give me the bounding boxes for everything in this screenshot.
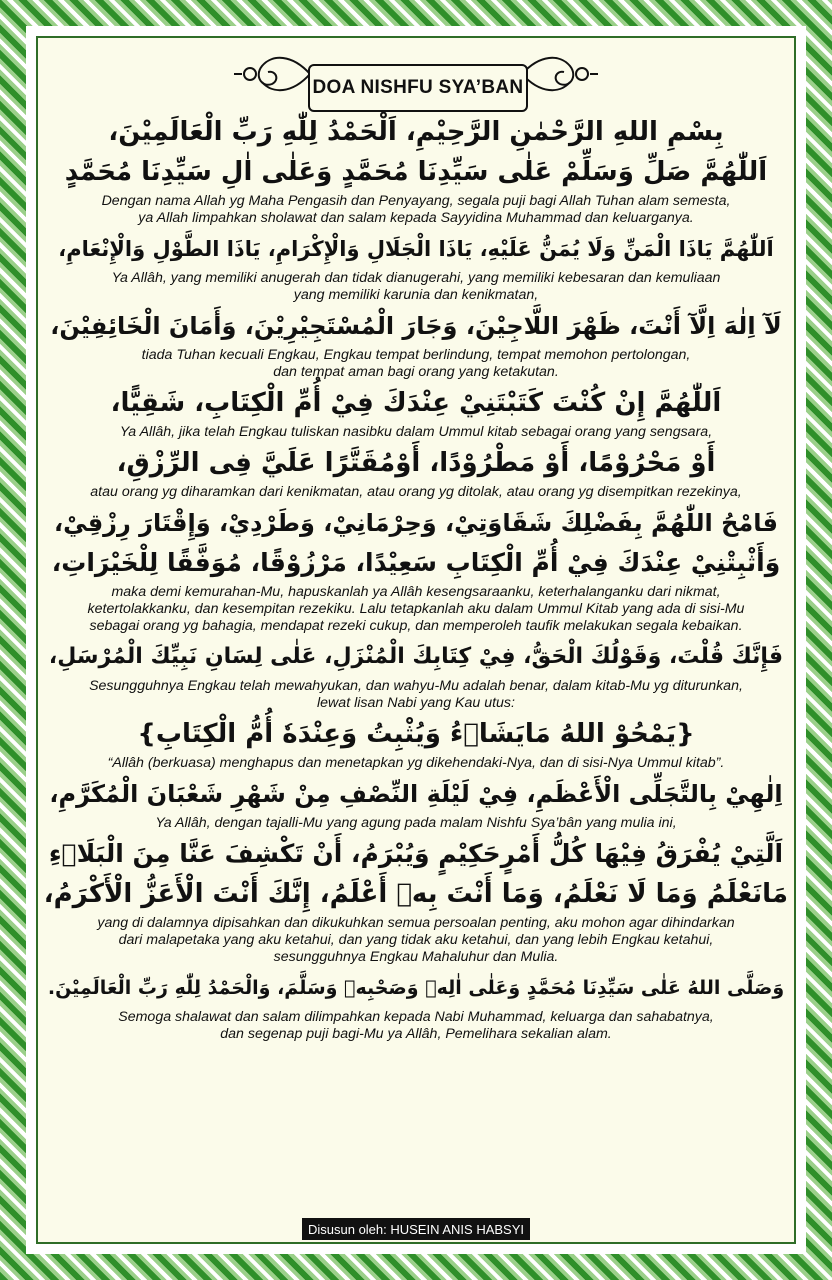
arabic-verse: اِلٰهِيْ بِالتَّجَلِّى الْأَعْظَمِ، فِيْ لَيْلَةِ النِّصْفِ مِنْ شَهْرِ شَعْبَانَ الْمُكَرَّمِ، <box>49 780 783 808</box>
translation-line: Sesungguhnya Engkau telah mewahyukan, dan wahyu-Mu adalah benar, dalam kitab-Mu yg diturunkan, <box>89 678 743 694</box>
arabic-verse: فَإِنَّكَ قُلْتَ، وَقَوْلُكَ الْحَقُّ، فِيْ كِتَابِكَ الْمُنْزَلِ، عَلٰى لِسَانِ نَبِيِّكَ الْمُرْسَلِ، <box>48 644 784 669</box>
prayer-block <box>44 774 788 832</box>
translation-text <box>44 915 788 966</box>
translation-text <box>44 347 788 381</box>
arabic-verse: وَصَلَّى اللهُ عَلٰى سَيِّدِنَا مُحَمَّدٍ وَعَلٰى اٰلِهٖ وَصَحْبِهٖ وَسَلَّمَ، وَالْحَمْدُ لِلّٰهِ رَبِّ الْعَالَمِيْنَ. <box>47 977 785 999</box>
prayer-block <box>44 112 788 227</box>
translation-line: yang memiliki karunia dan kenikmatan, <box>293 287 539 303</box>
arabic-verse: بِسْمِ اللهِ الرَّحْمٰنِ الرَّحِيْمِ، اَلْحَمْدُ لِلّٰهِ رَبِّ الْعَالَمِيْنَ، <box>108 117 724 147</box>
translation-line: sesungguhnya Engkau Mahaluhur dan Mulia. <box>273 949 559 965</box>
author-credit: Disusun oleh: HUSEIN ANIS HABSYI <box>302 1218 530 1240</box>
translation-line: ya Allah limpahkan sholawat dan salam kepada Sayyidina Muhammad dan keluarganya. <box>138 210 694 226</box>
translation-text <box>44 1009 788 1043</box>
translation-line: atau orang yg diharamkan dari kenikmatan, atau orang yg ditolak, atau orang yg disempitkan rezekinya, <box>90 484 742 500</box>
prayer-block <box>44 834 788 966</box>
translation-text <box>44 484 788 501</box>
translation-line: ketertolakkanku, dan kesempitan rezekiku. Lalu tetapkanlah aku dalam Ummul Kitab yang ada di sisi-Mu <box>87 601 745 617</box>
page-title: DOA NISHFU SYA’BAN <box>308 64 528 112</box>
translation-text <box>44 584 788 635</box>
arabic-verse: {يَمْحُوْ اللهُ مَايَشَاۤءُ وَيُثْبِتُ وَعِنْدَهٗ أُمُّ الْكِتَابِ} <box>137 719 695 749</box>
translation-line: yang di dalamnya dipisahkan dan dikukuhkan semua persoalan penting, aku mohon agar dihindarkan <box>97 915 735 931</box>
arabic-verse: اَللّٰهُمَّ يَاذَا الْمَنِّ وَلَا يُمَنُّ عَلَيْهِ، يَاذَا الْجَلَالِ وَالْإِكْرَامِ، يَاذَا الطَّوْلِ وَالْإِنْعَامِ، <box>58 237 774 261</box>
arabic-verse: اَللّٰهُمَّ إِنْ كُنْتَ كَتَبْتَنِيْ عِنْدَكَ فِيْ أُمِّ الْكِتَابِ، شَقِيًّا، <box>110 388 722 418</box>
prayer-block <box>44 229 788 304</box>
translation-text <box>44 270 788 304</box>
translation-text <box>44 193 788 227</box>
translation-text <box>44 815 788 832</box>
prayer-block <box>44 503 788 635</box>
arabic-verse: وَأَثْبِتْنِيْ عِنْدَكَ فِيْ أُمِّ الْكِتَابِ سَعِيْدًا، مَرْزُوْقًا، مُوَفَّقًا لِلْخَيْرَاتِ، <box>51 548 781 577</box>
translation-text <box>44 678 788 712</box>
prayer-block <box>44 637 788 712</box>
translation-line: Dengan nama Allah yg Maha Pengasih dan Penyayang, segala puji bagi Allah Tuhan alam semesta, <box>101 193 731 209</box>
translation-text <box>44 424 788 441</box>
arabic-verse: أَوْ مَحْرُوْمًا، أَوْ مَطْرُوْدًا، أَوْمُقَتَّرًا عَلَيَّ فِى الرِّزْقِ، <box>116 448 716 478</box>
translation-line: sebagai orang yg bahagia, mendapat rezeki cukup, dan memperoleh taufik melakukan segala kebaikan. <box>89 618 743 634</box>
translation-line: Semoga shalawat dan salam dilimpahkan kepada Nabi Muhammad, keluarga dan sahabatnya, <box>118 1009 714 1025</box>
arabic-verse: مَانَعْلَمُ وَمَا لَا نَعْلَمُ، وَمَا أَنْتَ بِهٖ أَعْلَمُ، إِنَّكَ أَنْتَ الْأَعَزُّ الْأَكْرَمُ، <box>43 879 788 909</box>
translation-line: dan tempat aman bagi orang yang ketakutan. <box>273 364 559 380</box>
prayer-block <box>44 443 788 501</box>
prayer-content <box>44 112 788 1045</box>
translation-line: Ya Allâh, dengan tajalli-Mu yang agung pada malam Nishfu Sya’bân yang mulia ini, <box>155 815 677 831</box>
translation-line: dari malapetaka yang aku ketahui, dan yang tidak aku ketahui, dan yang lebih Engkau ketahui, <box>118 932 714 948</box>
translation-line: “Allâh (berkuasa) menghapus dan menetapkan yg dikehendaki-Nya, dan di sisi-Nya Ummul kitab”. <box>107 755 725 771</box>
prayer-block <box>44 968 788 1043</box>
translation-line: tiada Tuhan kecuali Engkau, Engkau tempat berlindung, tempat memohon pertolongan, <box>141 347 691 363</box>
prayer-block <box>44 714 788 772</box>
translation-line: lewat lisan Nabi yang Kau utus: <box>317 695 515 711</box>
prayer-block <box>44 306 788 381</box>
ornament-right-icon <box>520 44 600 104</box>
arabic-verse: فَامْحُ اللّٰهُمَّ بِفَضْلِكَ شَقَاوَتِيْ، وَحِرْمَانِيْ، وَطَرْدِيْ، وَإِقْتَارَ رِزْقِيْ، <box>54 509 778 537</box>
prayer-block <box>44 383 788 441</box>
arabic-verse: لَآ اِلٰهَ اِلَّآ أَنْتَ، ظَهْرَ اللَّاجِيْنَ، وَجَارَ الْمُسْتَجِيْرِيْنَ، وَأَمَانَ الْخَائِفِيْنَ، <box>50 312 782 340</box>
translation-line: maka demi kemurahan-Mu, hapuskanlah ya Allâh kesengsaraanku, keterhalanganku dari nikmat, <box>111 584 721 600</box>
translation-line: Ya Allâh, jika telah Engkau tuliskan nasibku dalam Ummul kitab sebagai orang yang sengsara, <box>119 424 713 440</box>
translation-text <box>44 755 788 772</box>
translation-line: Ya Allâh, yang memiliki anugerah dan tidak dianugerahi, yang memiliki kebesaran dan kemuliaan <box>111 270 721 286</box>
arabic-verse: اَلَّتِيْ يُفْرَقُ فِيْهَا كُلُّ أَمْرٍحَكِيْمٍ وَيُبْرَمُ، أَنْ تَكْشِفَ عَنَّا مِنَ الْبَلَاۤءِ <box>48 839 784 868</box>
translation-line: dan segenap puji bagi-Mu ya Allâh, Pemelihara sekalian alam. <box>220 1026 612 1042</box>
ornament-left-icon <box>232 44 312 104</box>
arabic-verse: اَللّٰهُمَّ صَلِّ وَسَلِّمْ عَلٰى سَيِّدِنَا مُحَمَّدٍ وَعَلٰى اٰلِ سَيِّدِنَا مُحَمَّدٍ <box>64 157 768 187</box>
